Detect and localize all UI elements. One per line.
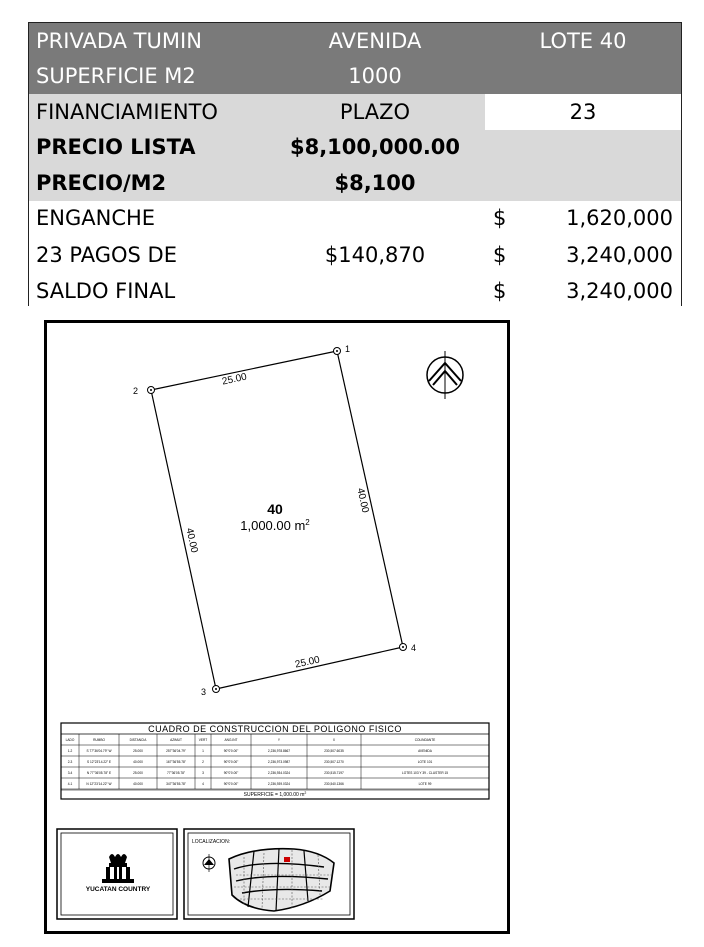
row-final-balance <box>29 273 681 309</box>
construction-table-cell: 2 <box>202 760 204 764</box>
construction-table-cell: 2,236,978.8667 <box>267 749 291 753</box>
vertex-marker <box>400 644 407 651</box>
construction-table-header: RUMBO <box>93 738 105 742</box>
term-value: 23 <box>569 99 597 124</box>
plan-drawing <box>47 323 507 931</box>
row-surface <box>29 59 681 95</box>
construction-table-cell: 4-1 <box>67 782 73 786</box>
list-price-label: PRECIO LISTA <box>36 135 196 160</box>
construction-table-surface: SUPERFICIE = 1,000.00 $m^2$ <box>243 791 307 798</box>
list-price-value: $8,100,000.00 <box>289 135 461 160</box>
construction-table-cell: N 12°23'14.22" W <box>86 782 112 786</box>
price-per-m2-label: PRECIO/M2 <box>36 170 167 195</box>
construction-table-cell: S 77°36'04.79" W <box>86 749 112 753</box>
vertex-marker <box>148 387 155 394</box>
lot-location-marker <box>284 857 290 862</box>
construction-table-cell: 77°36'05.78" <box>166 771 186 775</box>
construction-table-cell: 2,236,934.0324 <box>267 771 291 775</box>
construction-table-cell: 257°36'04.79" <box>166 749 186 753</box>
construction-table-cell: 167°36'55.78" <box>166 760 186 764</box>
side-label-bottom: 25.00 <box>294 654 321 671</box>
construction-table-header: VERT <box>198 738 208 742</box>
construction-table-cell: 40.000 <box>133 782 143 786</box>
row-lot-header <box>29 23 681 59</box>
logo-panel <box>57 829 177 919</box>
construction-table-cell: N 77°36'05.78" E <box>86 771 112 775</box>
location-label: LOCALIZACION: <box>192 839 231 845</box>
construction-table-cell: LOTES 103 Y 39 - CLUSTER 15 <box>401 771 449 775</box>
construction-table-header: ANG.INT <box>224 738 238 742</box>
vertex-label-3: 3 <box>201 687 207 697</box>
construction-table-title: CUADRO DE CONSTRUCCION DEL POLIGONO FISICO <box>148 724 402 734</box>
construction-table-cell: 230,507.1270 <box>324 760 344 764</box>
development-name: PRIVADA TUMIN <box>36 28 202 53</box>
vertex-marker <box>334 348 341 355</box>
vertex-label-1: 1 <box>345 344 351 354</box>
construction-table-cell: 230,507.6035 <box>324 749 344 753</box>
vertex-label-4: 4 <box>411 643 417 653</box>
lot-area-label: 1,000.00 $m^2$ <box>240 518 310 533</box>
location-panel <box>184 829 354 919</box>
surface-value: 1000 <box>348 64 402 89</box>
construction-table-cell: 3-4 <box>67 771 73 775</box>
construction-table-cell: 1 <box>202 749 204 753</box>
construction-table-cell: AVENIDA <box>418 749 432 753</box>
down-payment-label: ENGANCHE <box>36 206 156 231</box>
lot-number: LOTE 40 <box>539 28 627 53</box>
construction-table-cell: 230,540.1366 <box>324 782 344 786</box>
street-type: AVENIDA <box>328 28 422 53</box>
row-list-price <box>29 130 681 166</box>
construction-table-cell: 90°0'0.00" <box>223 782 239 786</box>
construction-table-header: COLINDANTE <box>414 738 436 742</box>
row-down-payment <box>29 201 681 237</box>
construction-table-cell: 2-3 <box>67 760 73 764</box>
surface-label: SUPERFICIE M2 <box>36 64 196 89</box>
construction-table-cell: 90°0'0.00" <box>223 749 239 753</box>
down-payment-amount: 1,620,000 <box>566 206 673 231</box>
vertex-label-2: 2 <box>133 386 139 396</box>
construction-table-cell: LOTE 101 <box>417 760 433 764</box>
construction-table-cell: 4 <box>202 782 204 786</box>
financing-label: FINANCIAMIENTO <box>36 99 218 124</box>
term-label: PLAZO <box>339 99 411 124</box>
construction-table-header: AZIMUT <box>170 738 182 742</box>
side-label-right: 40.00 <box>354 487 371 514</box>
final-balance-label: SALDO FINAL <box>36 278 176 303</box>
final-balance-amount: 3,240,000 <box>566 278 673 303</box>
payments-label: 23 PAGOS DE <box>36 242 177 267</box>
payment-amount: $140,870 <box>324 242 426 267</box>
side-label-left: 40.00 <box>183 527 200 554</box>
construction-table-header: X <box>332 738 336 742</box>
construction-table-cell: 3 <box>202 771 204 775</box>
construction-table-cell: 1-2 <box>67 749 73 753</box>
north-arrow-icon <box>427 351 463 399</box>
final-balance-currency: $ <box>493 278 507 303</box>
construction-table <box>61 723 489 799</box>
down-payment-currency: $ <box>493 206 507 231</box>
construction-table-cell: 90°0'0.00" <box>223 760 239 764</box>
construction-table-cell: 2,236,973.0987 <box>267 760 291 764</box>
construction-table-cell: 25.000 <box>133 749 143 753</box>
construction-table-cell: 40.000 <box>133 760 143 764</box>
construction-table-header: LADO <box>65 738 75 742</box>
row-financing <box>29 94 681 130</box>
vertex-marker <box>213 686 220 693</box>
price-per-m2-value: $8,100 <box>334 170 416 195</box>
pricing-table <box>28 22 682 306</box>
construction-table-cell: 230,515.7197 <box>324 771 344 775</box>
row-payments <box>29 237 681 273</box>
construction-table-cell: 90°0'0.00" <box>223 771 239 775</box>
payments-total: 3,240,000 <box>566 242 673 267</box>
survey-plan <box>44 320 510 934</box>
construction-table-cell: S 12°23'14.22" E <box>86 760 112 764</box>
logo-text: YUCATAN COUNTRY <box>85 886 151 893</box>
lot-number-label: 40 <box>267 501 283 517</box>
payments-currency: $ <box>493 242 507 267</box>
construction-table-cell: LOTE 99 <box>418 782 432 786</box>
construction-table-cell: 25.000 <box>133 771 143 775</box>
construction-table-header: DISTANCIA <box>129 738 147 742</box>
construction-table-header: Y <box>277 738 281 742</box>
side-label-top: 25.00 <box>221 371 248 388</box>
row-price-per-m2 <box>29 165 681 201</box>
construction-table-cell: 347°36'55.78" <box>166 782 186 786</box>
construction-table-cell: 2,236,939.0324 <box>267 782 291 786</box>
